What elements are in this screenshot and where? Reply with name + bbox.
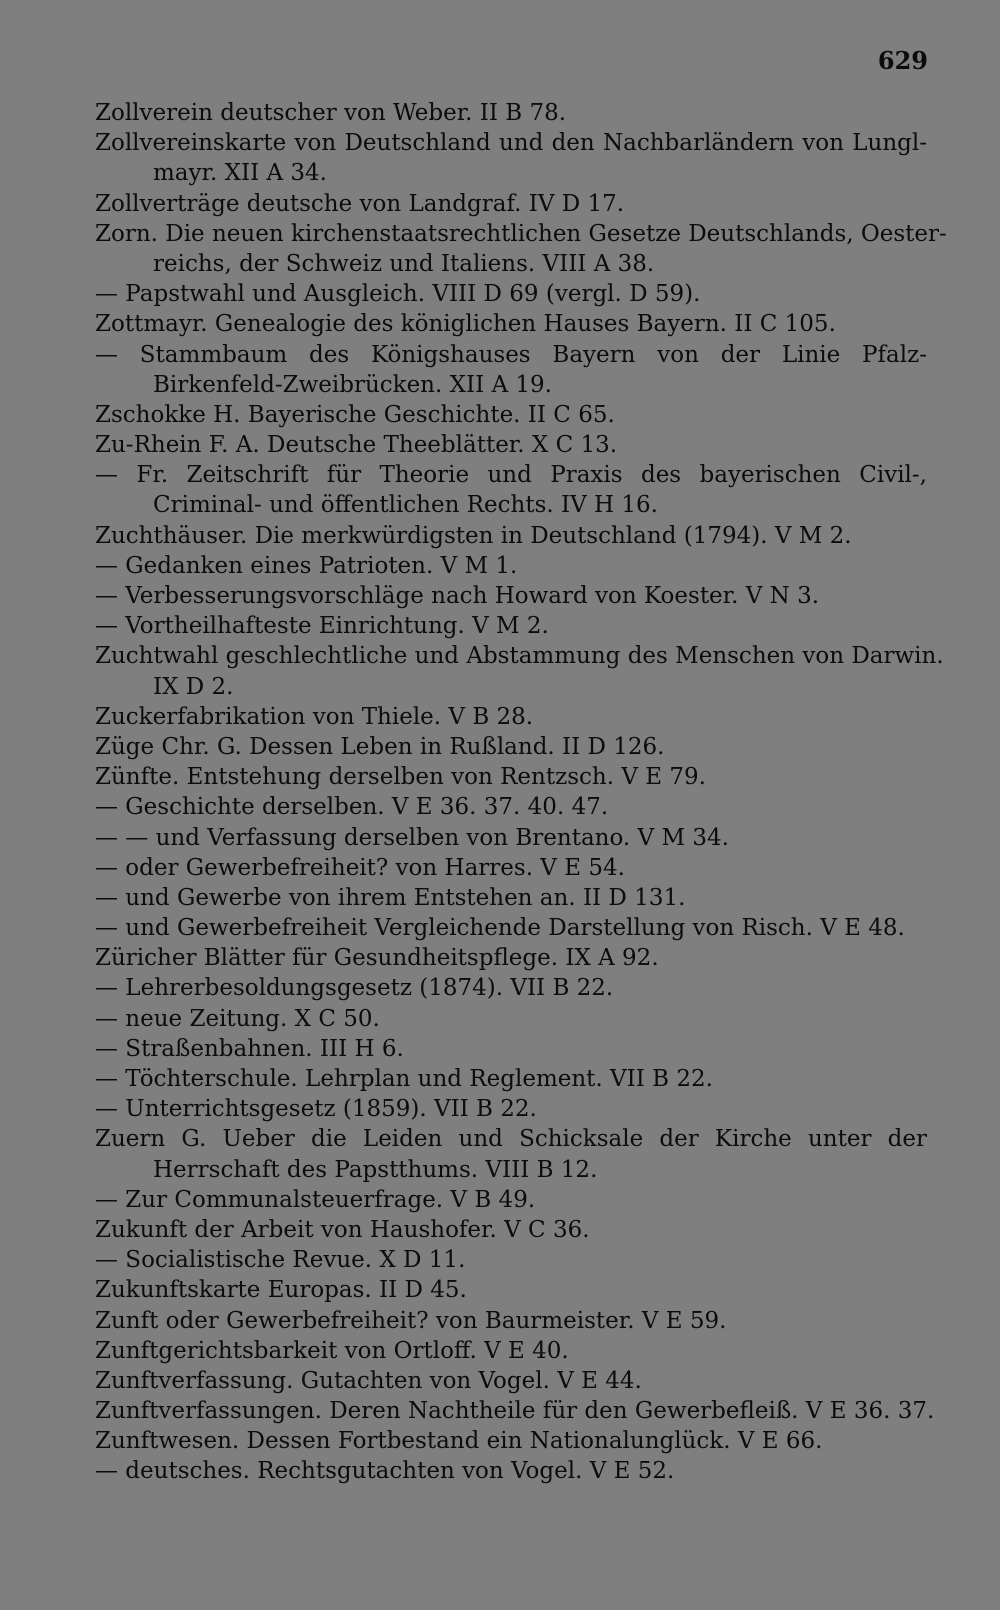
index-entry: Zukunft der Arbeit von Haushofer. V C 36. bbox=[95, 1216, 590, 1243]
index-entry-continuation: Birkenfeld-Zweibrücken. XII A 19. bbox=[153, 371, 552, 398]
index-entry: Züge Chr. G. Dessen Leben in Rußland. II D 126. bbox=[95, 733, 665, 760]
index-entry: — neue Zeitung. X C 50. bbox=[95, 1005, 380, 1032]
index-entry-continuation: reichs, der Schweiz und Italiens. VIII A 38. bbox=[153, 250, 655, 277]
index-entry: — Socialistische Revue. X D 11. bbox=[95, 1247, 466, 1274]
index-entry: — Töchterschule. Lehrplan und Reglement. VII B 22. bbox=[95, 1066, 713, 1092]
index-entry: Zuchtwahl geschlechtliche und Abstammung des Menschen von Darwin. bbox=[95, 643, 944, 670]
index-entry: Zollverein deutscher von Weber. II B 78. bbox=[95, 100, 567, 126]
index-entry: Zorn. Die neuen kirchenstaatsrechtlichen Gesetze Deutschlands, Oester- bbox=[95, 220, 947, 247]
index-entry: — Unterrichtsgesetz (1859). VII B 22. bbox=[95, 1096, 537, 1123]
index-entry: Zuchthäuser. Die merkwürdigsten in Deutschland (1794). V M 2. bbox=[95, 522, 852, 549]
index-entry: — Stammbaum des Königshauses Bayern von der Linie Pfalz- bbox=[95, 341, 927, 368]
index-entry: Zunft oder Gewerbefreiheit? von Baurmeister. V E 59. bbox=[95, 1307, 727, 1334]
index-entry: Zschokke H. Bayerische Geschichte. II C 65. bbox=[95, 401, 615, 428]
index-entry: — — und Verfassung derselben von Brentano. V M 34. bbox=[95, 824, 729, 851]
index-entry: — Lehrerbesoldungsgesetz (1874). VII B 22. bbox=[95, 975, 614, 1002]
index-entry: — und Gewerbefreiheit Vergleichende Darstellung von Risch. V E 48. bbox=[95, 915, 905, 942]
index-entry: Zünfte. Entstehung derselben von Rentzsch. V E 79. bbox=[95, 764, 706, 791]
index-entry: — Geschichte derselben. V E 36. 37. 40. 47. bbox=[95, 794, 609, 821]
index-entry: Zottmayr. Genealogie des königlichen Hauses Bayern. II C 105. bbox=[95, 311, 836, 338]
index-entry: — Fr. Zeitschrift für Theorie und Praxis des bayerischen Civil-, bbox=[95, 462, 927, 489]
index-entry: Zollvereinskarte von Deutschland und den Nachbarländern von Lungl- bbox=[95, 130, 927, 157]
index-entry-continuation: IX D 2. bbox=[153, 673, 234, 700]
index-entry: Zuckerfabrikation von Thiele. V B 28. bbox=[95, 703, 534, 730]
page-number: 629 bbox=[877, 46, 928, 75]
index-entry: — Vortheilhafteste Einrichtung. V M 2. bbox=[95, 613, 549, 640]
index-entry: Zunftverfassungen. Deren Nachtheile für den Gewerbefleiß. V E 36. 37. bbox=[95, 1398, 935, 1425]
index-entry: — Gedanken eines Patrioten. V M 1. bbox=[95, 552, 518, 579]
index-entry: — Straßenbahnen. III H 6. bbox=[95, 1035, 404, 1062]
index-entry-continuation: mayr. XII A 34. bbox=[153, 160, 327, 187]
index-entries bbox=[95, 98, 947, 1487]
index-entry: Züricher Blätter für Gesundheitspflege. IX A 92. bbox=[95, 945, 659, 972]
index-entry: Zu-Rhein F. A. Deutsche Theeblätter. X C 13. bbox=[95, 432, 618, 459]
index-entry: — oder Gewerbefreiheit? von Harres. V E 54. bbox=[95, 854, 625, 881]
index-entry: Zollverträge deutsche von Landgraf. IV D 17. bbox=[95, 190, 625, 217]
index-entry: — Zur Communalsteuerfrage. V B 49. bbox=[95, 1186, 536, 1213]
index-entry-continuation: Criminal- und öffentlichen Rechts. IV H 16. bbox=[153, 492, 658, 519]
index-entry: — Papstwahl und Ausgleich. VIII D 69 (vergl. D 59). bbox=[95, 281, 701, 308]
index-entry: Zunftverfassung. Gutachten von Vogel. V E 44. bbox=[95, 1367, 642, 1394]
index-entry: Zunftwesen. Dessen Fortbestand ein Nationalunglück. V E 66. bbox=[95, 1428, 823, 1455]
index-entry: — Verbesserungsvorschläge nach Howard von Koester. V N 3. bbox=[95, 583, 820, 609]
index-entry-continuation: Herrschaft des Papstthums. VIII B 12. bbox=[153, 1156, 598, 1183]
index-entry: — deutsches. Rechtsgutachten von Vogel. V E 52. bbox=[95, 1458, 675, 1485]
index-entry: Zukunftskarte Europas. II D 45. bbox=[95, 1277, 467, 1304]
index-entry: Zunftgerichtsbarkeit von Ortloff. V E 40. bbox=[95, 1337, 569, 1364]
index-entry: — und Gewerbe von ihrem Entstehen an. II D 131. bbox=[95, 884, 686, 911]
index-entry: Zuern G. Ueber die Leiden und Schicksale der Kirche unter der bbox=[95, 1126, 927, 1153]
